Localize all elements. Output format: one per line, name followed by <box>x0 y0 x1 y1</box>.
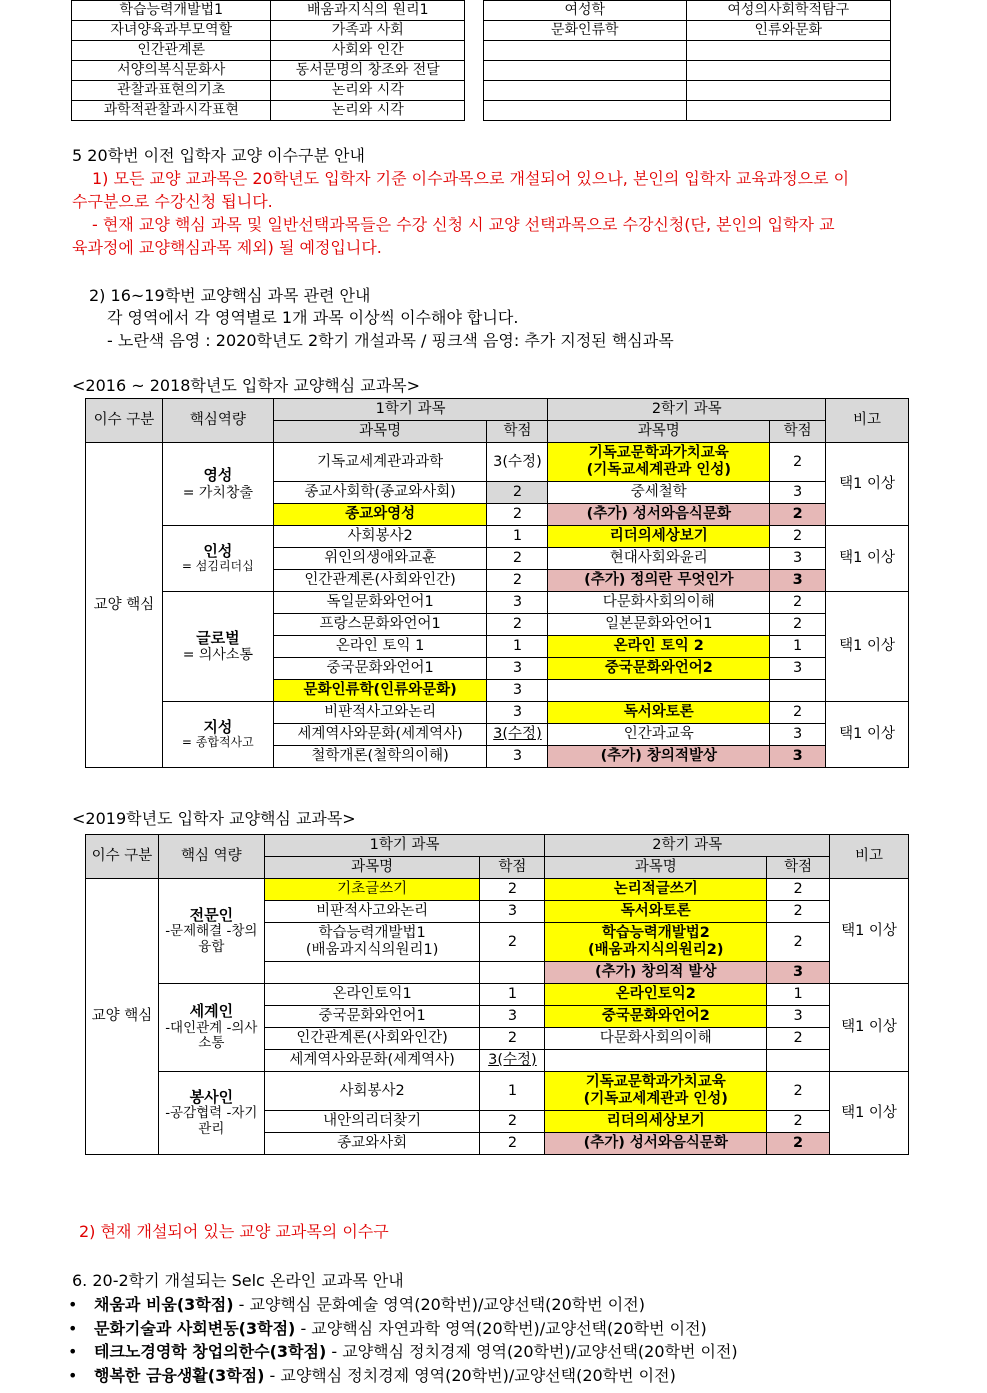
mapping-row <box>484 81 891 101</box>
course-title: 행복한 금융생활(3학점) <box>94 1365 265 1385</box>
credit-cell: 2 <box>770 443 826 482</box>
old-course-name: 문화인류학 <box>484 21 687 41</box>
mapping-row <box>484 101 891 121</box>
course-cell: 학습능력개발법2 (배움과지식의원리2) <box>545 923 767 962</box>
credit-cell: 3 <box>480 1006 545 1028</box>
header-isu: 이수 구분 <box>86 399 163 443</box>
old-course-name: 관찰과표현의기초 <box>72 81 271 101</box>
section6-title: 6. 20-2학기 개설되는 Selc 온라인 교과목 안내 <box>72 1271 404 1290</box>
table2-caption: <2019학년도 입학자 교양핵심 교과목> <box>72 809 356 828</box>
section5-notice-line3: - 현재 교양 핵심 과목 및 일반선택과목들은 수강 신청 시 교양 선택과목으로 수강신청(단, 본인의 입학자 교 <box>92 215 835 234</box>
note-cell: 택1 이상 <box>826 592 909 702</box>
section5-sub2-title: 2) 16~19학번 교양핵심 과목 관련 안내 <box>89 286 371 305</box>
course-area: - 교양핵심 자연과학 영역(20학번)/교양선택(20학번 이전) <box>295 1318 707 1338</box>
course-cell: 기독교문학과가치교육 (기독교세계관과 인성) <box>545 1072 767 1111</box>
section5-notice-line1: 1) 모든 교양 교과목은 20학년도 입학자 기준 이수과목으로 개설되어 있으나, 본인의 입학자 교육과정으로 이 <box>92 169 850 188</box>
course-cell: 일본문화와언어1 <box>548 614 770 636</box>
credit-cell: 1 <box>487 636 548 658</box>
old-course-name: 자녀양육과부모역할 <box>72 21 271 41</box>
prior-course-mapping-table-left <box>71 0 465 121</box>
credit-cell: 2 <box>770 614 826 636</box>
mapping-row <box>72 101 465 121</box>
mapping-row <box>72 41 465 61</box>
credit-cell: 3 <box>770 548 826 570</box>
course-cell: 인간관계론(사회와인간) <box>273 570 487 592</box>
note-cell: 택1 이상 <box>830 984 909 1072</box>
course-cell: 종교와영성 <box>273 504 487 526</box>
credit-cell: 3 <box>487 658 548 680</box>
course-cell: 사회봉사2 <box>264 1072 480 1111</box>
course-cell: 종교사회학(종교와사회) <box>273 482 487 504</box>
credit-cell: 2 <box>480 1028 545 1050</box>
online-course-item <box>68 1316 738 1340</box>
new-course-name: 가족과 사회 <box>271 21 465 41</box>
online-course-item <box>68 1292 738 1316</box>
note-cell: 택1 이상 <box>826 526 909 592</box>
credit-cell: 2 <box>770 504 826 526</box>
course-title: 채움과 비움(3학점) <box>94 1295 234 1314</box>
credit-cell: 2 <box>767 923 830 962</box>
mapping-row <box>72 61 465 81</box>
course-cell: 현대사회와윤리 <box>548 548 770 570</box>
header-core: 핵심 역량 <box>158 835 264 879</box>
course-cell: 중국문화와언어1 <box>273 658 487 680</box>
old-course-name: 인간관계론 <box>72 41 271 61</box>
bullet-icon: • <box>68 1295 78 1314</box>
online-course-list <box>68 1292 738 1386</box>
old-course-name <box>484 101 687 121</box>
old-course-name: 학습능력개발법1 <box>72 1 271 21</box>
course-cell: 다문화사회의이해 <box>545 1028 767 1050</box>
course-cell: 중세철학 <box>548 482 770 504</box>
credit-cell: 3 <box>487 702 548 724</box>
credit-cell: 2 <box>487 548 548 570</box>
header-credit: 학점 <box>480 857 545 879</box>
new-course-name: 여성의사회학적탐구 <box>686 1 891 21</box>
credit-cell: 1 <box>770 636 826 658</box>
header-sem2: 2학기 과목 <box>545 835 830 857</box>
online-course-item <box>68 1339 738 1363</box>
course-cell: 사회봉사2 <box>273 526 487 548</box>
credit-cell: 3(수정) <box>480 1050 545 1072</box>
course-cell: 비판적사고와논리 <box>273 702 487 724</box>
course-cell: 독서와토론 <box>548 702 770 724</box>
core-courses-2016-2018-table <box>85 398 909 768</box>
credit-cell: 3(수정) <box>487 724 548 746</box>
credit-cell: 3 <box>487 680 548 702</box>
competency-global: 글로벌 = 의사소통 <box>162 592 273 702</box>
credit-cell: 2 <box>767 1072 830 1111</box>
bullet-icon: • <box>68 1365 78 1385</box>
new-course-name: 논리와 시각 <box>271 101 465 121</box>
credit-cell <box>770 680 826 702</box>
credit-cell <box>767 1050 830 1072</box>
mapping-row <box>484 61 891 81</box>
credit-cell: 2 <box>770 526 826 548</box>
credit-cell: 2 <box>770 702 826 724</box>
credit-cell: 3(수정) <box>487 443 548 482</box>
course-cell: 기초글쓰기 <box>264 879 480 901</box>
section5-notice-line2: 수구분으로 수강신청 됩니다. <box>72 192 273 211</box>
mapping-row <box>72 1 465 21</box>
bullet-icon: • <box>68 1342 78 1361</box>
course-title: 테크노경영학 창업의한수(3학점) <box>94 1342 327 1361</box>
new-course-name <box>686 41 891 61</box>
header-credit: 학점 <box>770 421 826 443</box>
mapping-row <box>72 21 465 41</box>
new-course-name: 인류와문화 <box>686 21 891 41</box>
old-course-name: 여성학 <box>484 1 687 21</box>
old-course-name <box>484 61 687 81</box>
note-cell: 택1 이상 <box>826 443 909 526</box>
credit-cell: 2 <box>770 592 826 614</box>
course-cell <box>548 680 770 702</box>
course-area: - 교양핵심 정치경제 영역(20학번)/교양선택(20학번 이전) <box>326 1342 738 1361</box>
header-note: 비고 <box>826 399 909 443</box>
section5-notice-line4: 육과정에 교양핵심과목 제외) 될 예정입니다. <box>72 238 382 257</box>
competency-servant: 봉사인 -공감협력 -자기관리 <box>158 1072 264 1155</box>
credit-cell: 2 <box>480 923 545 962</box>
new-course-name: 동서문명의 창조와 전달 <box>271 61 465 81</box>
course-cell: 다문화사회의이해 <box>548 592 770 614</box>
course-cell: 문화인류학(인류와문화) <box>273 680 487 702</box>
course-cell: 리더의세상보기 <box>545 1111 767 1133</box>
credit-cell: 3 <box>770 570 826 592</box>
old-course-name <box>484 41 687 61</box>
category-cell: 교양 핵심 <box>86 443 163 768</box>
header-credit: 학점 <box>487 421 548 443</box>
course-cell: 철학개론(철학의이해) <box>273 746 487 768</box>
course-cell: 독일문화와언어1 <box>273 592 487 614</box>
note-cell: 택1 이상 <box>826 702 909 768</box>
course-title: 문화기술과 사회변동(3학점) <box>94 1318 296 1338</box>
credit-cell: 2 <box>487 482 548 504</box>
credit-cell: 2 <box>480 1111 545 1133</box>
competency-character: 인성 = 섬김리더십 <box>162 526 273 592</box>
credit-cell: 2 <box>480 1133 545 1155</box>
course-cell: 세계역사와문화(세계역사) <box>264 1050 480 1072</box>
credit-cell: 2 <box>767 901 830 923</box>
new-course-name <box>686 61 891 81</box>
course-cell: 중국문화와언어2 <box>548 658 770 680</box>
credit-cell: 1 <box>487 526 548 548</box>
prior-course-mapping-table-right <box>483 0 891 121</box>
header-isu: 이수 구분 <box>86 835 159 879</box>
header-course-name: 과목명 <box>548 421 770 443</box>
header-course-name: 과목명 <box>545 857 767 879</box>
course-cell <box>264 962 480 984</box>
section5-sub2-line1: 각 영역에서 각 영역별로 1개 과목 이상씩 이수해야 합니다. <box>107 308 519 327</box>
header-sem2: 2학기 과목 <box>548 399 826 421</box>
credit-cell: 1 <box>767 984 830 1006</box>
header-note: 비고 <box>830 835 909 879</box>
credit-cell: 3 <box>767 1006 830 1028</box>
course-cell: 인간과교육 <box>548 724 770 746</box>
course-cell: (추가) 성서와음식문화 <box>545 1133 767 1155</box>
credit-cell: 2 <box>487 614 548 636</box>
new-course-name: 사회와 인간 <box>271 41 465 61</box>
credit-cell: 3 <box>770 658 826 680</box>
course-cell: (추가) 정의란 무엇인가 <box>548 570 770 592</box>
old-course-name: 서양의복식문화사 <box>72 61 271 81</box>
competency-professional: 전문인 -문제해결 -창의융합 <box>158 879 264 984</box>
course-cell: 리더의세상보기 <box>548 526 770 548</box>
credit-cell: 1 <box>480 984 545 1006</box>
new-course-name <box>686 101 891 121</box>
new-course-name: 배움과지식의 원리1 <box>271 1 465 21</box>
credit-cell: 2 <box>487 504 548 526</box>
new-course-name: 논리와 시각 <box>271 81 465 101</box>
note-cell: 택1 이상 <box>830 1072 909 1155</box>
core-courses-2019-table <box>85 834 909 1155</box>
mapping-row <box>484 21 891 41</box>
credit-cell: 2 <box>767 1111 830 1133</box>
course-cell: (추가) 창의적발상 <box>548 746 770 768</box>
course-cell: 인간관계론(사회와인간) <box>264 1028 480 1050</box>
old-course-name: 과학적관찰과시각표현 <box>72 101 271 121</box>
course-area: - 교양핵심 문화예술 영역(20학번)/교양선택(20학번 이전) <box>233 1295 645 1314</box>
mapping-row <box>72 81 465 101</box>
course-cell: 중국문화와언어1 <box>264 1006 480 1028</box>
credit-cell: 2 <box>480 879 545 901</box>
credit-cell: 3 <box>487 592 548 614</box>
course-cell: 비판적사고와논리 <box>264 901 480 923</box>
category-cell: 교양 핵심 <box>86 879 159 1155</box>
note-cell: 택1 이상 <box>830 879 909 984</box>
course-cell: (추가) 성서와음식문화 <box>548 504 770 526</box>
course-cell: 온라인 토익 1 <box>273 636 487 658</box>
credit-cell: 3 <box>487 746 548 768</box>
header-course-name: 과목명 <box>264 857 480 879</box>
header-sem1: 1학기 과목 <box>264 835 545 857</box>
credit-cell: 3 <box>767 962 830 984</box>
credit-cell: 3 <box>770 746 826 768</box>
header-course-name: 과목명 <box>273 421 487 443</box>
bullet-icon: • <box>68 1318 78 1338</box>
course-cell: 온라인토익2 <box>545 984 767 1006</box>
course-cell: 종교와사회 <box>264 1133 480 1155</box>
course-cell: 학습능력개발법1 (배움과지식의원리1) <box>264 923 480 962</box>
mapping-row <box>484 1 891 21</box>
course-cell: 논리적글쓰기 <box>545 879 767 901</box>
section5-title: 5 20학번 이전 입학자 교양 이수구분 안내 <box>72 146 365 165</box>
course-cell: 온라인 토익 2 <box>548 636 770 658</box>
competency-global-citizen: 세계인 -대인관계 -의사소통 <box>158 984 264 1072</box>
mapping-row <box>484 41 891 61</box>
credit-cell: 2 <box>487 570 548 592</box>
current-courses-note: 2) 현재 개설되어 있는 교양 교과목의 이수구 <box>79 1222 389 1241</box>
competency-spirit: 영성 = 가치창출 <box>162 443 273 526</box>
course-cell: 프랑스문화와언어1 <box>273 614 487 636</box>
course-cell: 중국문화와언어2 <box>545 1006 767 1028</box>
credit-cell: 3 <box>770 724 826 746</box>
credit-cell: 1 <box>480 1072 545 1111</box>
credit-cell: 2 <box>767 1028 830 1050</box>
course-cell: 기독교문학과가치교육 (기독교세계관과 인성) <box>548 443 770 482</box>
course-cell <box>545 1050 767 1072</box>
header-credit: 학점 <box>767 857 830 879</box>
header-core: 핵심역량 <box>162 399 273 443</box>
competency-intellect: 지성 = 종합적사고 <box>162 702 273 768</box>
course-cell: (추가) 창의적 발상 <box>545 962 767 984</box>
course-area: - 교양핵심 정치경제 영역(20학번)/교양선택(20학번 이전) <box>264 1365 676 1385</box>
course-cell: 위인의생애와교훈 <box>273 548 487 570</box>
credit-cell: 2 <box>767 1133 830 1155</box>
online-course-item <box>68 1363 738 1387</box>
credit-cell <box>480 962 545 984</box>
credit-cell: 2 <box>767 879 830 901</box>
credit-cell: 3 <box>480 901 545 923</box>
course-cell: 기독교세계관과과학 <box>273 443 487 482</box>
new-course-name <box>686 81 891 101</box>
course-cell: 세계역사와문화(세계역사) <box>273 724 487 746</box>
credit-cell: 3 <box>770 482 826 504</box>
course-cell: 온라인토익1 <box>264 984 480 1006</box>
course-cell: 독서와토론 <box>545 901 767 923</box>
table1-caption: <2016 ~ 2018학년도 입학자 교양핵심 교과목> <box>72 376 421 395</box>
old-course-name <box>484 81 687 101</box>
header-sem1: 1학기 과목 <box>273 399 548 421</box>
course-cell: 내안의리더찾기 <box>264 1111 480 1133</box>
shading-legend: - 노란색 음영 : 2020학년도 2학기 개설과목 / 핑크색 음영: 추가 지정된 핵심과목 <box>107 331 674 350</box>
